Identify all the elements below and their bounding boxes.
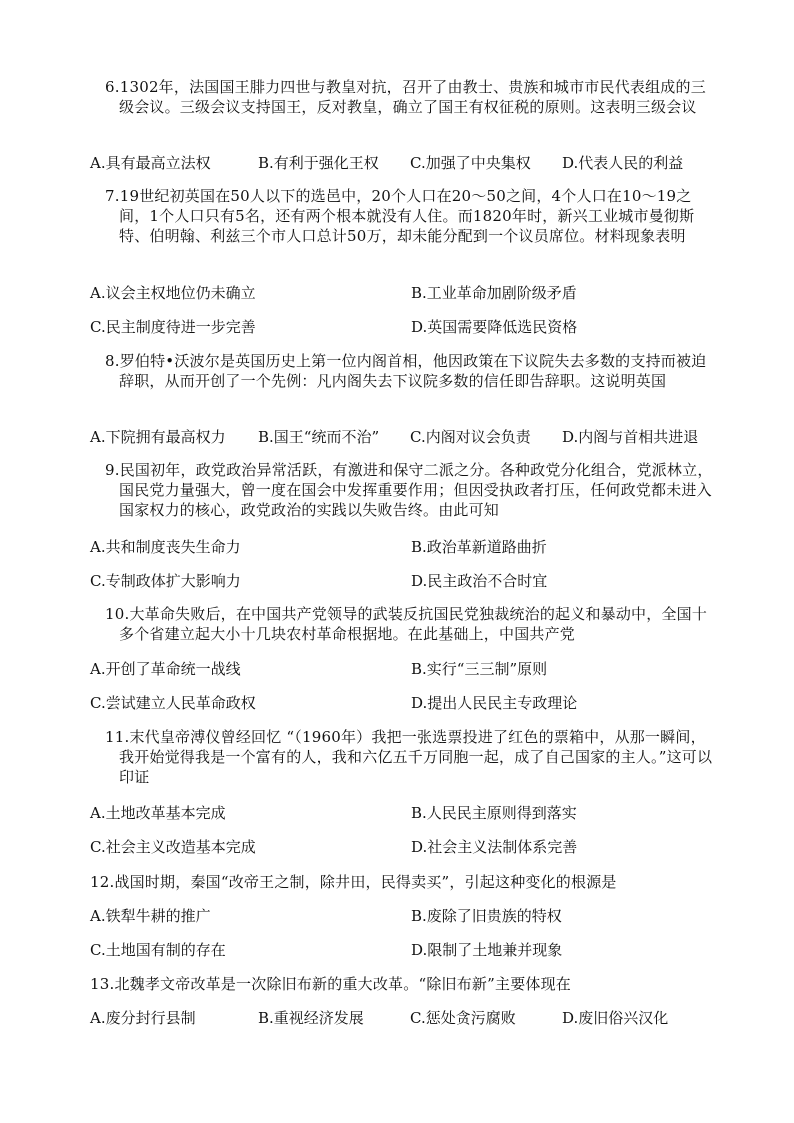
question-9-option-b[interactable]: B.政治革新道路曲折	[411, 538, 547, 556]
question-13-option-c[interactable]: C.惩处贪污腐败	[410, 1009, 516, 1027]
question-11-option-c[interactable]: C.社会主义改造基本完成	[90, 838, 256, 856]
question-11	[105, 727, 715, 787]
question-11-option-d[interactable]: D.社会主义法制体系完善	[411, 838, 578, 856]
question-13-stem: 13.北魏孝文帝改革是一次除旧布新的重大改革。“除旧布新”主要体现在	[90, 975, 571, 993]
question-12-option-c[interactable]: C.土地国有制的存在	[90, 941, 226, 959]
question-6-option-b[interactable]: B.有利于强化王权	[258, 154, 379, 172]
question-6	[105, 77, 715, 117]
question-12-option-a[interactable]: A.铁犁牛耕的推广	[90, 907, 211, 925]
question-10-option-a[interactable]: A.开创了革命统一战线	[90, 660, 241, 678]
question-9-option-a[interactable]: A.共和制度丧失生命力	[90, 538, 241, 556]
question-7-option-b[interactable]: B.工业革命加剧阶级矛盾	[411, 284, 577, 302]
question-8-option-d[interactable]: D.内阁与首相共进退	[562, 428, 699, 446]
question-10-option-d[interactable]: D.提出人民民主专政理论	[411, 694, 578, 712]
question-9-option-c[interactable]: C.专制政体扩大影响力	[90, 572, 241, 590]
question-13-option-a[interactable]: A.废分封行县制	[90, 1009, 196, 1027]
question-8-stem: 8.罗伯特•沃波尔是英国历史上第一位内阁首相，他因政策在下议院失去多数的支持而被迫辞职，从而开创了一个先例：凡内阁失去下议院多数的信任即告辞职。这说明英国	[105, 352, 707, 390]
question-7-option-c[interactable]: C.民主制度待进一步完善	[90, 318, 256, 336]
question-9-stem: 9.民国初年，政党政治异常活跃，有激进和保守二派之分。各种政党分化组合，党派林立，国民党力量强大，曾一度在国会中发挥重要作用；但因受执政者打压，任何政党都未进入国家权力的核心，政党政治的实践以失败告终。由此可知	[105, 461, 713, 519]
question-12-option-b[interactable]: B.废除了旧贵族的特权	[411, 907, 562, 925]
question-9-option-d[interactable]: D.民主政治不合时宜	[411, 572, 548, 590]
question-7-stem: 7.19世纪初英国在50人以下的选邑中，20个人口在20～50之间，4个人口在10～19之间，1个人口只有5名，还有两个根本就没有人住。而1820年时，新兴工业城市曼彻斯特、伯明翰、利兹三个市人口总计50万，却未能分配到一个议员席位。材料现象表明	[105, 187, 695, 245]
question-10-stem: 10.大革命失败后，在中国共产党领导的武装反抗国民党独裁统治的起义和暴动中，全国十多个省建立起大小十几块农村革命根据地。在此基础上，中国共产党	[105, 605, 708, 643]
question-12	[90, 872, 730, 892]
question-6-option-c[interactable]: C.加强了中央集权	[410, 154, 531, 172]
question-7	[105, 186, 715, 246]
question-12-option-d[interactable]: D.限制了土地兼并现象	[411, 941, 563, 959]
question-6-option-a[interactable]: A.具有最高立法权	[90, 154, 211, 172]
question-8	[105, 351, 715, 391]
question-11-option-a[interactable]: A.土地改革基本完成	[90, 804, 226, 822]
question-11-stem: 11.末代皇帝溥仪曾经回忆 “（1960年）我把一张选票投进了红色的票箱中，从那一瞬间，我开始觉得我是一个富有的人，我和六亿五千万同胞一起，成了自己国家的主人。”这可以印证	[105, 728, 713, 786]
question-10-option-c[interactable]: C.尝试建立人民革命政权	[90, 694, 256, 712]
question-7-option-d[interactable]: D.英国需要降低选民资格	[411, 318, 578, 336]
question-8-option-c[interactable]: C.内阁对议会负责	[410, 428, 531, 446]
question-9	[105, 460, 715, 520]
question-10-option-b[interactable]: B.实行“三三制”原则	[411, 660, 548, 678]
question-13	[90, 974, 730, 994]
question-6-stem: 6.1302年，法国国王腓力四世与教皇对抗，召开了由教士、贵族和城市市民代表组成的三级会议。三级会议支持国王，反对教皇，确立了国王有权征税的原则。这表明三级会议	[105, 78, 706, 116]
question-13-option-b[interactable]: B.重视经济发展	[258, 1009, 364, 1027]
question-12-stem: 12.战国时期，秦国“改帝王之制，除井田，民得卖买”，引起这种变化的根源是	[90, 873, 617, 891]
question-6-option-d[interactable]: D.代表人民的利益	[562, 154, 684, 172]
question-8-option-a[interactable]: A.下院拥有最高权力	[90, 428, 226, 446]
question-7-option-a[interactable]: A.议会主权地位仍未确立	[90, 284, 256, 302]
question-13-option-d[interactable]: D.废旧俗兴汉化	[562, 1009, 669, 1027]
question-8-option-b[interactable]: B.国王“统而不治”	[258, 428, 380, 446]
question-10	[105, 604, 715, 644]
question-11-option-b[interactable]: B.人民民主原则得到落实	[411, 804, 577, 822]
